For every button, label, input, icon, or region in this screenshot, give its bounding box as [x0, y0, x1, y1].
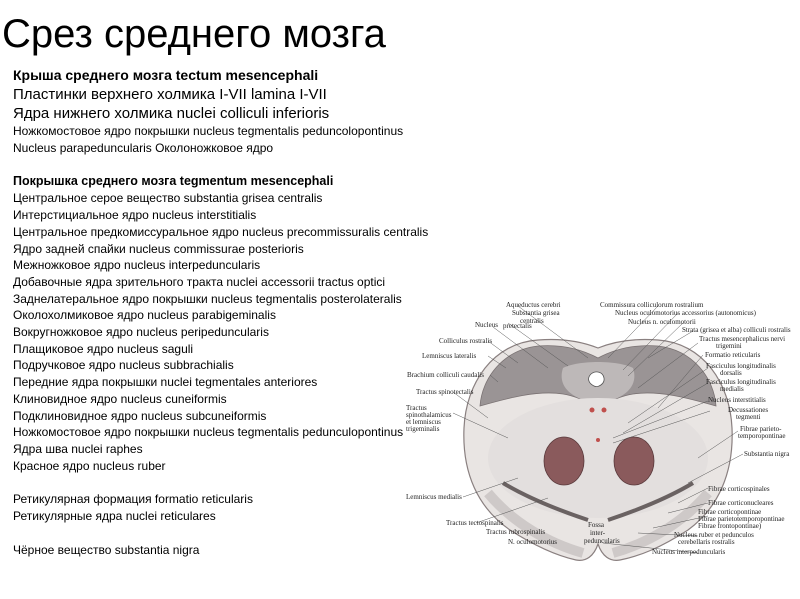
- list-item: Добавочные ядра зрительного тракта nuclei accessorii tractus optici: [13, 274, 386, 289]
- list-item: Центральное серое вещество substantia grisea centralis: [13, 191, 323, 206]
- list-item: Плащиковое ядро nucleus saguli: [13, 341, 194, 356]
- label-nucleus-ruber-2: cerebellaris rostralis: [678, 538, 735, 546]
- label-n-oculomotorius: N. oculomotorius: [508, 538, 557, 546]
- label-substantia-grisea: Substantia grisea: [512, 309, 560, 317]
- label-fossa-1: Fossa: [588, 521, 604, 529]
- label-fibrae-pt-2: temporopontinae: [738, 432, 786, 440]
- list-item: Центральное предкомиссуральное ядро nucleus precommissuralis centralis: [13, 224, 429, 239]
- list-item: Передние ядра покрышки nuclei tegmentales anteriores: [13, 375, 318, 390]
- label-centralis: centralis: [520, 317, 544, 325]
- line-lamina: Пластинки верхнего холмика I-VII lamina I-VII: [13, 86, 327, 103]
- label-strata: Strata (grisea et alba) colliculi rostralis: [682, 326, 791, 334]
- slide-title: Срез среднего мозга: [2, 12, 386, 56]
- label-decussationes-2: tegmenti: [736, 413, 761, 421]
- label-tractus-spinotectalis: Tractus spinotectalis: [416, 388, 474, 396]
- list-item: Подклиновидное ядро nucleus subcuneiformis: [13, 408, 267, 423]
- label-tractus-sp3: et lemniscus: [406, 418, 441, 426]
- list-item: Интерстициальное ядро nucleus interstitialis: [13, 208, 257, 223]
- label-tractus-sp2: spinothalamicus: [406, 411, 452, 419]
- label-nucleus-ruber-1: Nucleus ruber et pedunculos: [674, 531, 754, 539]
- label-fossa-3: peduncularis: [584, 537, 620, 545]
- list-item: Подручковое ядро nucleus subbrachialis: [13, 358, 234, 373]
- label-nucleus-pretectalis-1: Nucleus: [475, 321, 498, 329]
- line-parapeduncularis: Nucleus parapeduncularis Околоножковое ядро: [13, 140, 274, 155]
- label-tractus-mes-2: trigemini: [716, 342, 742, 350]
- list-item: Ретикулярные ядра nuclei reticulares: [13, 509, 216, 524]
- list-item: Ядро задней спайки nucleus commissurae posterioris: [13, 241, 304, 256]
- label-tractus-tectospinalis: Tractus tectospinalis: [446, 519, 504, 527]
- label-brachium: Brachium colliculi caudalis: [407, 371, 484, 379]
- list-item: Ретикулярная формация formatio reticularis: [13, 492, 253, 507]
- label-colliculus-rostralis: Colliculus rostralis: [439, 337, 493, 345]
- label-tractus-rubrospinalis: Tractus rubrospinalis: [486, 528, 546, 536]
- line-colliculi: Ядра нижнего холмика nuclei colliculi inferioris: [13, 105, 330, 122]
- list-item: Красное ядро nucleus ruber: [13, 458, 166, 473]
- section-head-tegmentum: Покрышка среднего мозга tegmentum mesencephali: [13, 174, 334, 189]
- label-tractus-sp4: trigeminalis: [406, 425, 440, 433]
- line-tectum: Крыша среднего мозга tectum mesencephali: [13, 67, 319, 83]
- line-peduncolopontinus: Ножкомостовое ядро покрышки nucleus tegmentalis peduncolopontinus: [13, 124, 404, 138]
- list-item: Околохолмиковое ядро nucleus parabigeminalis: [13, 308, 276, 323]
- label-fasc-long-dors-1: Fasciculus longitudinalis: [706, 362, 776, 370]
- list-item: Ножкомостовое ядро покрышки nucleus tegmentalis pedunculopontinus: [13, 425, 404, 440]
- list-item: Вокругножковое ядро nucleus peripeduncularis: [13, 325, 269, 340]
- label-fibrae-cn: Fibrae corticonucleares: [708, 499, 774, 507]
- label-substantia-nigra: Substantia nigra: [744, 450, 790, 458]
- label-lemniscus-lateralis: Lemniscus lateralis: [422, 352, 477, 360]
- list-item: Ядра шва nuclei raphes: [13, 441, 143, 456]
- list-item: Клиновидное ядро nucleus cuneiformis: [13, 391, 227, 406]
- label-fibrae-cp-1: Fibrae corticopontinae: [698, 508, 762, 516]
- label-fossa-2: inter-: [590, 529, 606, 537]
- label-nucleus-interstitialis: Nucleus interstitialis: [708, 396, 766, 404]
- label-fibrae-cs: Fibrae corticospinales: [708, 485, 770, 493]
- label-fasc-long-dors-2: dorsalis: [720, 369, 742, 377]
- label-nucleus-interpeduncularis: Nucleus interpeduncularis: [652, 548, 726, 556]
- label-formatio: Formatio reticularis: [705, 351, 761, 359]
- label-fasc-long-med-1: Fasciculus longitudinalis: [706, 378, 776, 386]
- label-decussationes-1: Decussationes: [728, 406, 769, 414]
- label-lemniscus-medialis: Lemniscus medialis: [406, 493, 462, 501]
- label-fibrae-cp-2: Fibrae parietotemporopontinae: [698, 515, 785, 523]
- label-fasc-long-med-2: medialis: [720, 385, 744, 393]
- label-nucleus-oculo-acc: Nucleus oculomotorius accessorius (autonomicus): [615, 309, 756, 317]
- label-aqueductus: Aqueductus cerebri: [506, 301, 561, 309]
- label-tractus-mes-1: Tractus mesencephalicus nervi: [699, 335, 786, 343]
- label-tractus-sp1: Tractus: [406, 404, 427, 412]
- label-nucleus-pretectalis-2: pretectalis: [503, 322, 532, 330]
- list-item: Чёрное вещество substantia nigra: [13, 542, 200, 557]
- label-nucleus-n-oculo: Nucleus n. oculomotorii: [628, 318, 696, 326]
- label-fibrae-pt-1: Fibrae parieto-: [740, 425, 782, 433]
- list-item: Заднелатеральное ядро покрышки nucleus tegmentalis posterolateralis: [13, 291, 402, 306]
- list-item: Межножковое ядро nucleus interpeduncularis: [13, 258, 261, 273]
- midbrain-section-figure: [398, 298, 800, 599]
- label-commissura: Commissura colliculorum rostralium: [600, 301, 704, 309]
- label-fibrae-cp-3: Fibrae frontopontinae): [698, 522, 762, 530]
